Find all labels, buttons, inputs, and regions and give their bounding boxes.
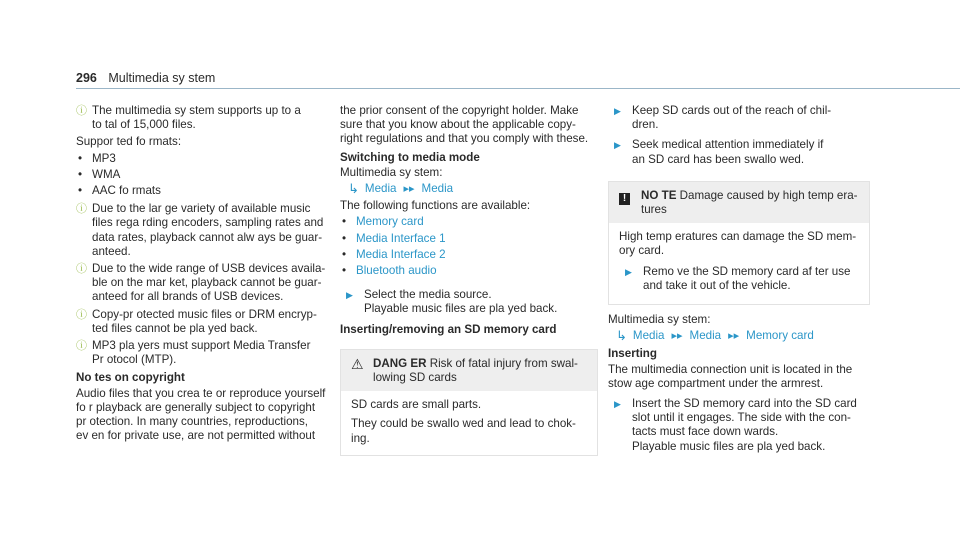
info-note: ⓘ Due to the lar ge variety of available music files rega rding encoders, sampling rates and data rates, playback cannot alw ays be guar‐ anteed. xyxy=(76,202,324,258)
action-step: ▶ Select the media source. Playable music files are pla yed back. xyxy=(340,288,598,316)
menu-link-media[interactable]: Media xyxy=(421,182,454,196)
info-note: ⓘ Due to the wide range of USB devices availa‐ ble on the mar ket, playback cannot be guar‐ anteed for all brands of USB devices. xyxy=(76,262,326,304)
list-item: • Media Interface 1 xyxy=(342,231,446,245)
function-link-memory-card[interactable]: Memory card xyxy=(356,215,424,229)
info-icon: ⓘ xyxy=(76,263,87,276)
action-arrow-icon: ▶ xyxy=(614,399,621,410)
functions-intro: The following functions are available: xyxy=(340,199,531,213)
menu-path xyxy=(608,329,870,343)
page-number: 296 xyxy=(76,71,97,85)
exclamation-icon: ! xyxy=(619,193,630,205)
note-box xyxy=(608,181,870,305)
supported-formats-label: Suppor ted fo rmats: xyxy=(76,135,182,149)
double-chevron-icon: ▸▸ xyxy=(403,183,415,196)
note-header: ! NO TE Damage caused by high temp era‐ tures xyxy=(609,182,869,223)
info-note: ⓘ MP3 pla yers must support Media Transfer Pr otocol (MTP). xyxy=(76,339,311,367)
function-link-media-interface-1[interactable]: Media Interface 1 xyxy=(356,231,446,245)
column-1 xyxy=(76,104,326,445)
note-body: High temp eratures can damage the SD mem‐ ory card. ▶ Remo ve the SD memory card af ter use and take it out of the vehicle. xyxy=(609,223,869,304)
info-icon: ⓘ xyxy=(76,105,87,117)
column-2 xyxy=(340,104,598,464)
menu-link-memory-card[interactable]: Memory card xyxy=(746,329,814,343)
double-chevron-icon: ▸▸ xyxy=(671,330,683,343)
warning-triangle-icon: ⚠ xyxy=(351,355,364,372)
section-heading: No tes on copyright xyxy=(76,371,185,385)
action-arrow-icon: ▶ xyxy=(625,266,632,277)
section-heading: Inserting xyxy=(608,347,657,361)
system-label: Multimedia sy stem: xyxy=(340,165,443,179)
info-icon: ⓘ xyxy=(76,203,87,216)
menu-link-media[interactable]: Media xyxy=(689,329,722,343)
return-arrow-icon: ↳ xyxy=(348,181,359,197)
list-item: • Bluetooth audio xyxy=(342,264,437,278)
return-arrow-icon: ↳ xyxy=(616,328,627,344)
section-heading: Switching to media mode xyxy=(340,150,480,164)
info-icon: ⓘ xyxy=(76,308,87,321)
danger-body: SD cards are small parts. They could be swallo wed and lead to chok‐ ing. xyxy=(351,398,576,445)
system-label: Multimedia sy stem: xyxy=(608,313,711,327)
body-text: The multimedia connection unit is located in the stow age compartment under the armrest. xyxy=(608,362,853,390)
body-text: the prior consent of the copyright holder. Make sure that you know about the applicable copy‐ right regulations and that you comply with these. xyxy=(340,104,589,146)
info-note: ⓘ The multimedia sy stem supports up to a to tal of 15,000 files. xyxy=(76,104,301,132)
action-step: ▶ Seek medical attention immediately if an SD card has been swallo wed. xyxy=(608,138,870,166)
double-chevron-icon: ▸▸ xyxy=(728,330,740,343)
header-rule xyxy=(76,88,960,89)
page-header xyxy=(76,70,215,86)
function-link-media-interface-2[interactable]: Media Interface 2 xyxy=(356,247,446,261)
danger-box xyxy=(340,349,598,456)
page-title: Multimedia sy stem xyxy=(108,71,216,85)
action-arrow-icon: ▶ xyxy=(614,140,621,151)
action-arrow-icon: ▶ xyxy=(346,290,353,301)
info-icon: ⓘ xyxy=(76,340,87,353)
menu-link-media[interactable]: Media xyxy=(632,329,665,343)
menu-path xyxy=(340,182,598,196)
body-text: Audio files that you crea te or reproduce yourself fo r playback are generally subject to copyright pr otection. In many countries, reproductions, ev en for private use, are not permitted without xyxy=(76,386,326,443)
function-link-bluetooth-audio[interactable]: Bluetooth audio xyxy=(356,264,437,278)
list-item: • AAC fo rmats xyxy=(78,184,161,198)
list-item: • Memory card xyxy=(342,215,424,229)
action-step: ▶ Insert the SD memory card into the SD card slot until it engages. The side with the con‐ tacts must face down wards. Playable music files are pla yed back. xyxy=(608,397,870,454)
action-arrow-icon: ▶ xyxy=(614,106,621,116)
info-note: ⓘ Copy-pr otected music files or DRM encryp‐ ted files cannot be pla yed back. xyxy=(76,307,317,335)
section-heading: Inserting/removing an SD memory card xyxy=(340,322,557,336)
list-item: • WMA xyxy=(78,167,121,181)
column-3 xyxy=(608,104,870,458)
list-item: • Media Interface 2 xyxy=(342,247,446,261)
danger-header: ⚠ DANG ER Risk of fatal injury from swal‐ lowing SD cards xyxy=(341,350,597,391)
menu-link-media[interactable]: Media xyxy=(364,182,397,196)
action-step: ▶ Remo ve the SD memory card af ter use and take it out of the vehicle. xyxy=(619,265,859,293)
action-step: ▶ Keep SD cards out of the reach of chil‐ dren. xyxy=(608,104,870,132)
list-item: • MP3 xyxy=(78,151,116,165)
